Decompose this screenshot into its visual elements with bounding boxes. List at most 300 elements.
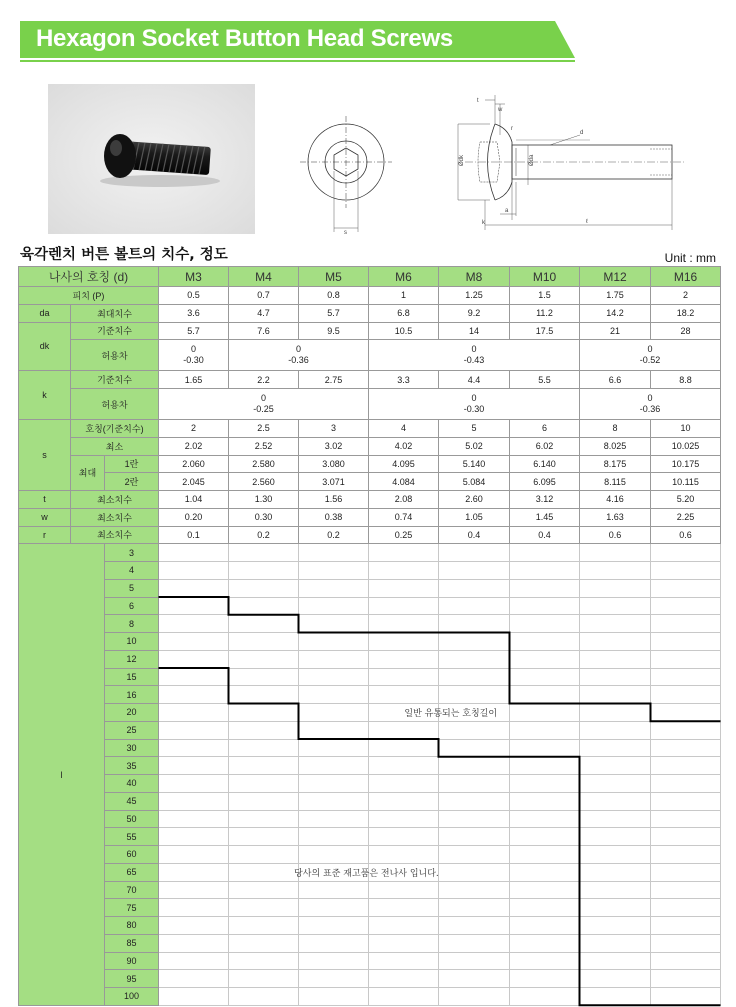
length-row: [19, 917, 721, 935]
tolerance-cell: 0 -0.30: [159, 340, 229, 371]
length-cell: [159, 970, 229, 988]
label-d: d: [580, 130, 584, 136]
length-row: [19, 792, 721, 810]
length-cell: [369, 739, 439, 757]
length-cell: [369, 544, 439, 562]
table-cell: 1.45: [510, 508, 580, 526]
label-k: k: [482, 220, 485, 226]
length-cell: [439, 863, 510, 881]
length-cell: [159, 633, 229, 651]
row-label: da: [19, 304, 71, 322]
length-cell: [510, 757, 580, 775]
length-cell: [229, 863, 299, 881]
length-cell: [369, 597, 439, 615]
length-value: 70: [105, 881, 159, 899]
label-t: t: [477, 98, 479, 104]
table-cell: 4.4: [439, 371, 510, 389]
length-cell: [651, 597, 721, 615]
length-cell: [651, 668, 721, 686]
length-cell: [439, 952, 510, 970]
length-cell: [580, 828, 651, 846]
length-cell: [439, 721, 510, 739]
table-cell: 0.20: [159, 508, 229, 526]
length-value: 55: [105, 828, 159, 846]
length-cell: [159, 650, 229, 668]
length-cell: [651, 917, 721, 935]
length-cell: [439, 775, 510, 793]
table-cell: 2.2: [229, 371, 299, 389]
row-label: k: [19, 371, 71, 420]
length-cell: [510, 881, 580, 899]
length-cell: [369, 633, 439, 651]
table-cell: 10.115: [651, 473, 721, 491]
row-sublabel: 최대: [71, 455, 105, 491]
length-cell: [580, 686, 651, 704]
length-row: [19, 668, 721, 686]
length-cell: [299, 775, 369, 793]
length-cell: [229, 650, 299, 668]
length-cell: [229, 881, 299, 899]
table-cell: 0.4: [439, 526, 510, 544]
length-cell: [580, 615, 651, 633]
length-cell: [299, 970, 369, 988]
row-label: l: [19, 544, 105, 1006]
length-cell: [229, 544, 299, 562]
table-cell: 18.2: [651, 304, 721, 322]
table-cell: 10.025: [651, 437, 721, 455]
table-cell: 0.6: [651, 526, 721, 544]
length-cell: [229, 810, 299, 828]
length-cell: [299, 846, 369, 864]
length-cell: [369, 757, 439, 775]
length-row: [19, 899, 721, 917]
table-cell: 3.3: [369, 371, 439, 389]
table-cell: 0.25: [369, 526, 439, 544]
length-cell: [580, 899, 651, 917]
length-value: 3: [105, 544, 159, 562]
length-cell: [651, 579, 721, 597]
table-cell: 3.12: [510, 491, 580, 509]
tolerance-cell: 0 -0.25: [159, 389, 369, 420]
length-cell: [651, 952, 721, 970]
length-cell: [580, 633, 651, 651]
row-label: s: [19, 420, 71, 491]
length-cell: [651, 988, 721, 1006]
table-cell: 0.2: [229, 526, 299, 544]
length-cell: [510, 792, 580, 810]
label-a: a: [505, 208, 509, 214]
length-cell: [580, 863, 651, 881]
table-cell: 9.5: [299, 322, 369, 340]
k-basic-row: [19, 371, 721, 389]
table-cell: 6.6: [580, 371, 651, 389]
label-s: s: [344, 230, 347, 236]
s-max2-row: [19, 473, 721, 491]
length-cell: [651, 810, 721, 828]
length-cell: [369, 934, 439, 952]
table-cell: 10: [651, 420, 721, 438]
side-view-drawing: [458, 95, 685, 230]
length-cell: [159, 579, 229, 597]
length-cell: [229, 597, 299, 615]
length-cell: [229, 562, 299, 580]
length-cell: [299, 650, 369, 668]
page-title: Hexagon Socket Button Head Screws: [36, 25, 453, 52]
common-length-note: 일반 유통되는 호칭길이: [404, 708, 498, 719]
length-value: 45: [105, 792, 159, 810]
row-sublabel: 기준치수: [71, 322, 159, 340]
length-cell: [439, 650, 510, 668]
table-cell: 2: [159, 420, 229, 438]
length-cell: [229, 899, 299, 917]
table-cell: 5.5: [510, 371, 580, 389]
row-sublabel: 최대치수: [71, 304, 159, 322]
length-cell: [651, 881, 721, 899]
table-cell: 1.5: [510, 287, 580, 305]
length-cell: [159, 686, 229, 704]
row-sublabel: 호칭(기준치수): [71, 420, 159, 438]
length-value: 65: [105, 863, 159, 881]
row-label: 피치 (P): [19, 287, 159, 305]
table-cell: 0.7: [229, 287, 299, 305]
length-cell: [369, 721, 439, 739]
length-cell: [439, 970, 510, 988]
length-cell: [229, 792, 299, 810]
length-value: 12: [105, 650, 159, 668]
length-value: 80: [105, 917, 159, 935]
length-row: [19, 686, 721, 704]
length-cell: [580, 721, 651, 739]
table-cell: 5.7: [159, 322, 229, 340]
length-cell: [651, 863, 721, 881]
length-cell: [299, 597, 369, 615]
s-max1-row: [19, 455, 721, 473]
row-sublabel: 기준치수: [71, 371, 159, 389]
row-label: dk: [19, 322, 71, 371]
length-row: [19, 952, 721, 970]
row-sublabel: 허용차: [71, 340, 159, 371]
length-value: 16: [105, 686, 159, 704]
length-value: 15: [105, 668, 159, 686]
length-value: 50: [105, 810, 159, 828]
length-cell: [229, 828, 299, 846]
size-header: M4: [229, 267, 299, 287]
table-cell: 8.025: [580, 437, 651, 455]
table-cell: 2.08: [369, 491, 439, 509]
length-cell: [439, 810, 510, 828]
length-cell: [580, 757, 651, 775]
table-cell: 14.2: [580, 304, 651, 322]
length-cell: [229, 668, 299, 686]
dimension-table: [18, 266, 721, 1006]
unit-label: Unit : mm: [664, 251, 716, 265]
label-l: ℓ: [586, 219, 588, 225]
table-cell: 2.060: [159, 455, 229, 473]
length-cell: [510, 615, 580, 633]
length-cell: [159, 562, 229, 580]
size-header: M5: [299, 267, 369, 287]
length-cell: [159, 615, 229, 633]
table-cell: 4.095: [369, 455, 439, 473]
length-cell: [510, 899, 580, 917]
k-tolerance-row: [19, 389, 721, 420]
length-cell: [651, 633, 721, 651]
length-cell: [580, 934, 651, 952]
tolerance-cell: 0 -0.36: [580, 389, 721, 420]
length-cell: [229, 970, 299, 988]
length-cell: [580, 704, 651, 722]
length-value: 90: [105, 952, 159, 970]
length-cell: [229, 615, 299, 633]
length-cell: [369, 615, 439, 633]
length-cell: [439, 544, 510, 562]
length-cell: [299, 562, 369, 580]
length-row: [19, 579, 721, 597]
table-cell: 0.74: [369, 508, 439, 526]
length-cell: [299, 721, 369, 739]
length-cell: [369, 792, 439, 810]
length-table-body: [19, 544, 721, 1006]
table-cell: 28: [651, 322, 721, 340]
length-cell: [369, 775, 439, 793]
length-cell: [439, 828, 510, 846]
table-cell: 2.02: [159, 437, 229, 455]
length-row: [19, 988, 721, 1006]
header-label: 나사의 호칭 (d): [19, 267, 159, 287]
section-subtitle: 육각렌치 버튼 볼트의 치수, 정도: [20, 247, 228, 263]
dk-tolerance-row: [19, 340, 721, 371]
length-cell: [159, 846, 229, 864]
length-row: [19, 970, 721, 988]
w-row: [19, 508, 721, 526]
length-row: [19, 739, 721, 757]
length-cell: [159, 721, 229, 739]
length-row: [19, 846, 721, 864]
length-cell: [439, 668, 510, 686]
length-row: [19, 650, 721, 668]
table-cell: 7.6: [229, 322, 299, 340]
length-cell: [651, 970, 721, 988]
table-cell: 5.7: [299, 304, 369, 322]
table-cell: 3.02: [299, 437, 369, 455]
length-cell: [439, 597, 510, 615]
table-cell: 9.2: [439, 304, 510, 322]
length-cell: [159, 863, 229, 881]
length-cell: [439, 562, 510, 580]
table-cell: 0.1: [159, 526, 229, 544]
length-cell: [299, 934, 369, 952]
length-cell: [299, 899, 369, 917]
length-cell: [439, 846, 510, 864]
row-label: t: [19, 491, 71, 509]
length-cell: [159, 899, 229, 917]
length-cell: [159, 828, 229, 846]
row-label: w: [19, 508, 71, 526]
length-cell: [510, 863, 580, 881]
length-cell: [510, 562, 580, 580]
table-cell: 6.8: [369, 304, 439, 322]
length-cell: [229, 633, 299, 651]
length-cell: [510, 686, 580, 704]
table-cell: 2.52: [229, 437, 299, 455]
length-cell: [159, 704, 229, 722]
length-cell: [651, 792, 721, 810]
size-header: M8: [439, 267, 510, 287]
pitch-row: [19, 287, 721, 305]
table-cell: 2.5: [229, 420, 299, 438]
length-row: [19, 810, 721, 828]
length-cell: [510, 650, 580, 668]
table-cell: 2.75: [299, 371, 369, 389]
length-cell: [651, 704, 721, 722]
length-cell: [580, 739, 651, 757]
length-cell: [229, 934, 299, 952]
length-cell: [299, 828, 369, 846]
tolerance-cell: 0 -0.36: [229, 340, 369, 371]
length-value: 85: [105, 934, 159, 952]
s-min-row: [19, 437, 721, 455]
length-cell: [510, 846, 580, 864]
table-cell: 2.25: [651, 508, 721, 526]
r-row: [19, 526, 721, 544]
length-row: [19, 828, 721, 846]
table-cell: 2.580: [229, 455, 299, 473]
length-cell: [651, 650, 721, 668]
length-cell: [651, 562, 721, 580]
length-cell: [229, 704, 299, 722]
table-cell: 5.02: [439, 437, 510, 455]
length-cell: [651, 686, 721, 704]
length-cell: [580, 792, 651, 810]
length-cell: [580, 917, 651, 935]
length-cell: [369, 562, 439, 580]
length-value: 40: [105, 775, 159, 793]
technical-drawing: [290, 90, 690, 242]
length-cell: [299, 668, 369, 686]
length-cell: [159, 597, 229, 615]
length-cell: [229, 579, 299, 597]
length-value: 60: [105, 846, 159, 864]
table-cell: 8.8: [651, 371, 721, 389]
dk-basic-row: [19, 322, 721, 340]
length-cell: [369, 828, 439, 846]
table-cell: 4.084: [369, 473, 439, 491]
length-cell: [510, 597, 580, 615]
table-cell: 6.140: [510, 455, 580, 473]
length-cell: [439, 739, 510, 757]
length-cell: [299, 757, 369, 775]
length-cell: [159, 757, 229, 775]
length-value: 75: [105, 899, 159, 917]
length-cell: [369, 952, 439, 970]
length-cell: [510, 544, 580, 562]
row-sublabel: 최소치수: [71, 526, 159, 544]
table-cell: 1.25: [439, 287, 510, 305]
length-cell: [439, 917, 510, 935]
length-cell: [299, 704, 369, 722]
table-cell: 0.38: [299, 508, 369, 526]
length-cell: [229, 775, 299, 793]
length-value: 25: [105, 721, 159, 739]
length-cell: [159, 544, 229, 562]
size-header: M12: [580, 267, 651, 287]
table-cell: 1.04: [159, 491, 229, 509]
table-cell: 0.2: [299, 526, 369, 544]
table-cell: 1.63: [580, 508, 651, 526]
length-cell: [651, 828, 721, 846]
length-cell: [510, 970, 580, 988]
length-cell: [299, 917, 369, 935]
length-cell: [229, 846, 299, 864]
table-cell: 14: [439, 322, 510, 340]
tolerance-cell: 0 -0.52: [580, 340, 721, 371]
label-da: Øda: [529, 154, 535, 166]
length-cell: [580, 775, 651, 793]
length-value: 10: [105, 633, 159, 651]
length-cell: [159, 775, 229, 793]
table-cell: 10.5: [369, 322, 439, 340]
table-cell: 6.02: [510, 437, 580, 455]
tolerance-cell: 0 -0.43: [369, 340, 580, 371]
length-cell: [229, 917, 299, 935]
length-cell: [159, 739, 229, 757]
length-cell: [580, 579, 651, 597]
table-cell: 4.16: [580, 491, 651, 509]
table-cell: 11.2: [510, 304, 580, 322]
length-cell: [369, 917, 439, 935]
length-cell: [651, 899, 721, 917]
length-cell: [439, 686, 510, 704]
length-cell: [159, 952, 229, 970]
table-cell: 1.05: [439, 508, 510, 526]
size-header: M3: [159, 267, 229, 287]
length-value: 20: [105, 704, 159, 722]
length-row: [19, 721, 721, 739]
table-cell: 6: [510, 420, 580, 438]
length-row: [19, 775, 721, 793]
row-sublabel: 2란: [105, 473, 159, 491]
table-cell: 2: [651, 287, 721, 305]
length-row: [19, 757, 721, 775]
length-cell: [439, 633, 510, 651]
length-value: 5: [105, 579, 159, 597]
length-cell: [510, 775, 580, 793]
length-cell: [510, 633, 580, 651]
length-cell: [299, 810, 369, 828]
length-cell: [510, 739, 580, 757]
length-cell: [510, 828, 580, 846]
length-value: 35: [105, 757, 159, 775]
length-cell: [369, 668, 439, 686]
length-cell: [229, 757, 299, 775]
table-cell: 0.30: [229, 508, 299, 526]
length-cell: [580, 668, 651, 686]
length-cell: [229, 988, 299, 1006]
table-cell: 1.75: [580, 287, 651, 305]
table-cell: 5.140: [439, 455, 510, 473]
size-header: M16: [651, 267, 721, 287]
length-cell: [510, 917, 580, 935]
s-nominal-row: [19, 420, 721, 438]
table-cell: 8: [580, 420, 651, 438]
length-cell: [510, 810, 580, 828]
table-cell: 1.56: [299, 491, 369, 509]
length-cell: [580, 544, 651, 562]
length-cell: [651, 739, 721, 757]
t-row: [19, 491, 721, 509]
table-cell: 8.175: [580, 455, 651, 473]
length-cell: [229, 739, 299, 757]
